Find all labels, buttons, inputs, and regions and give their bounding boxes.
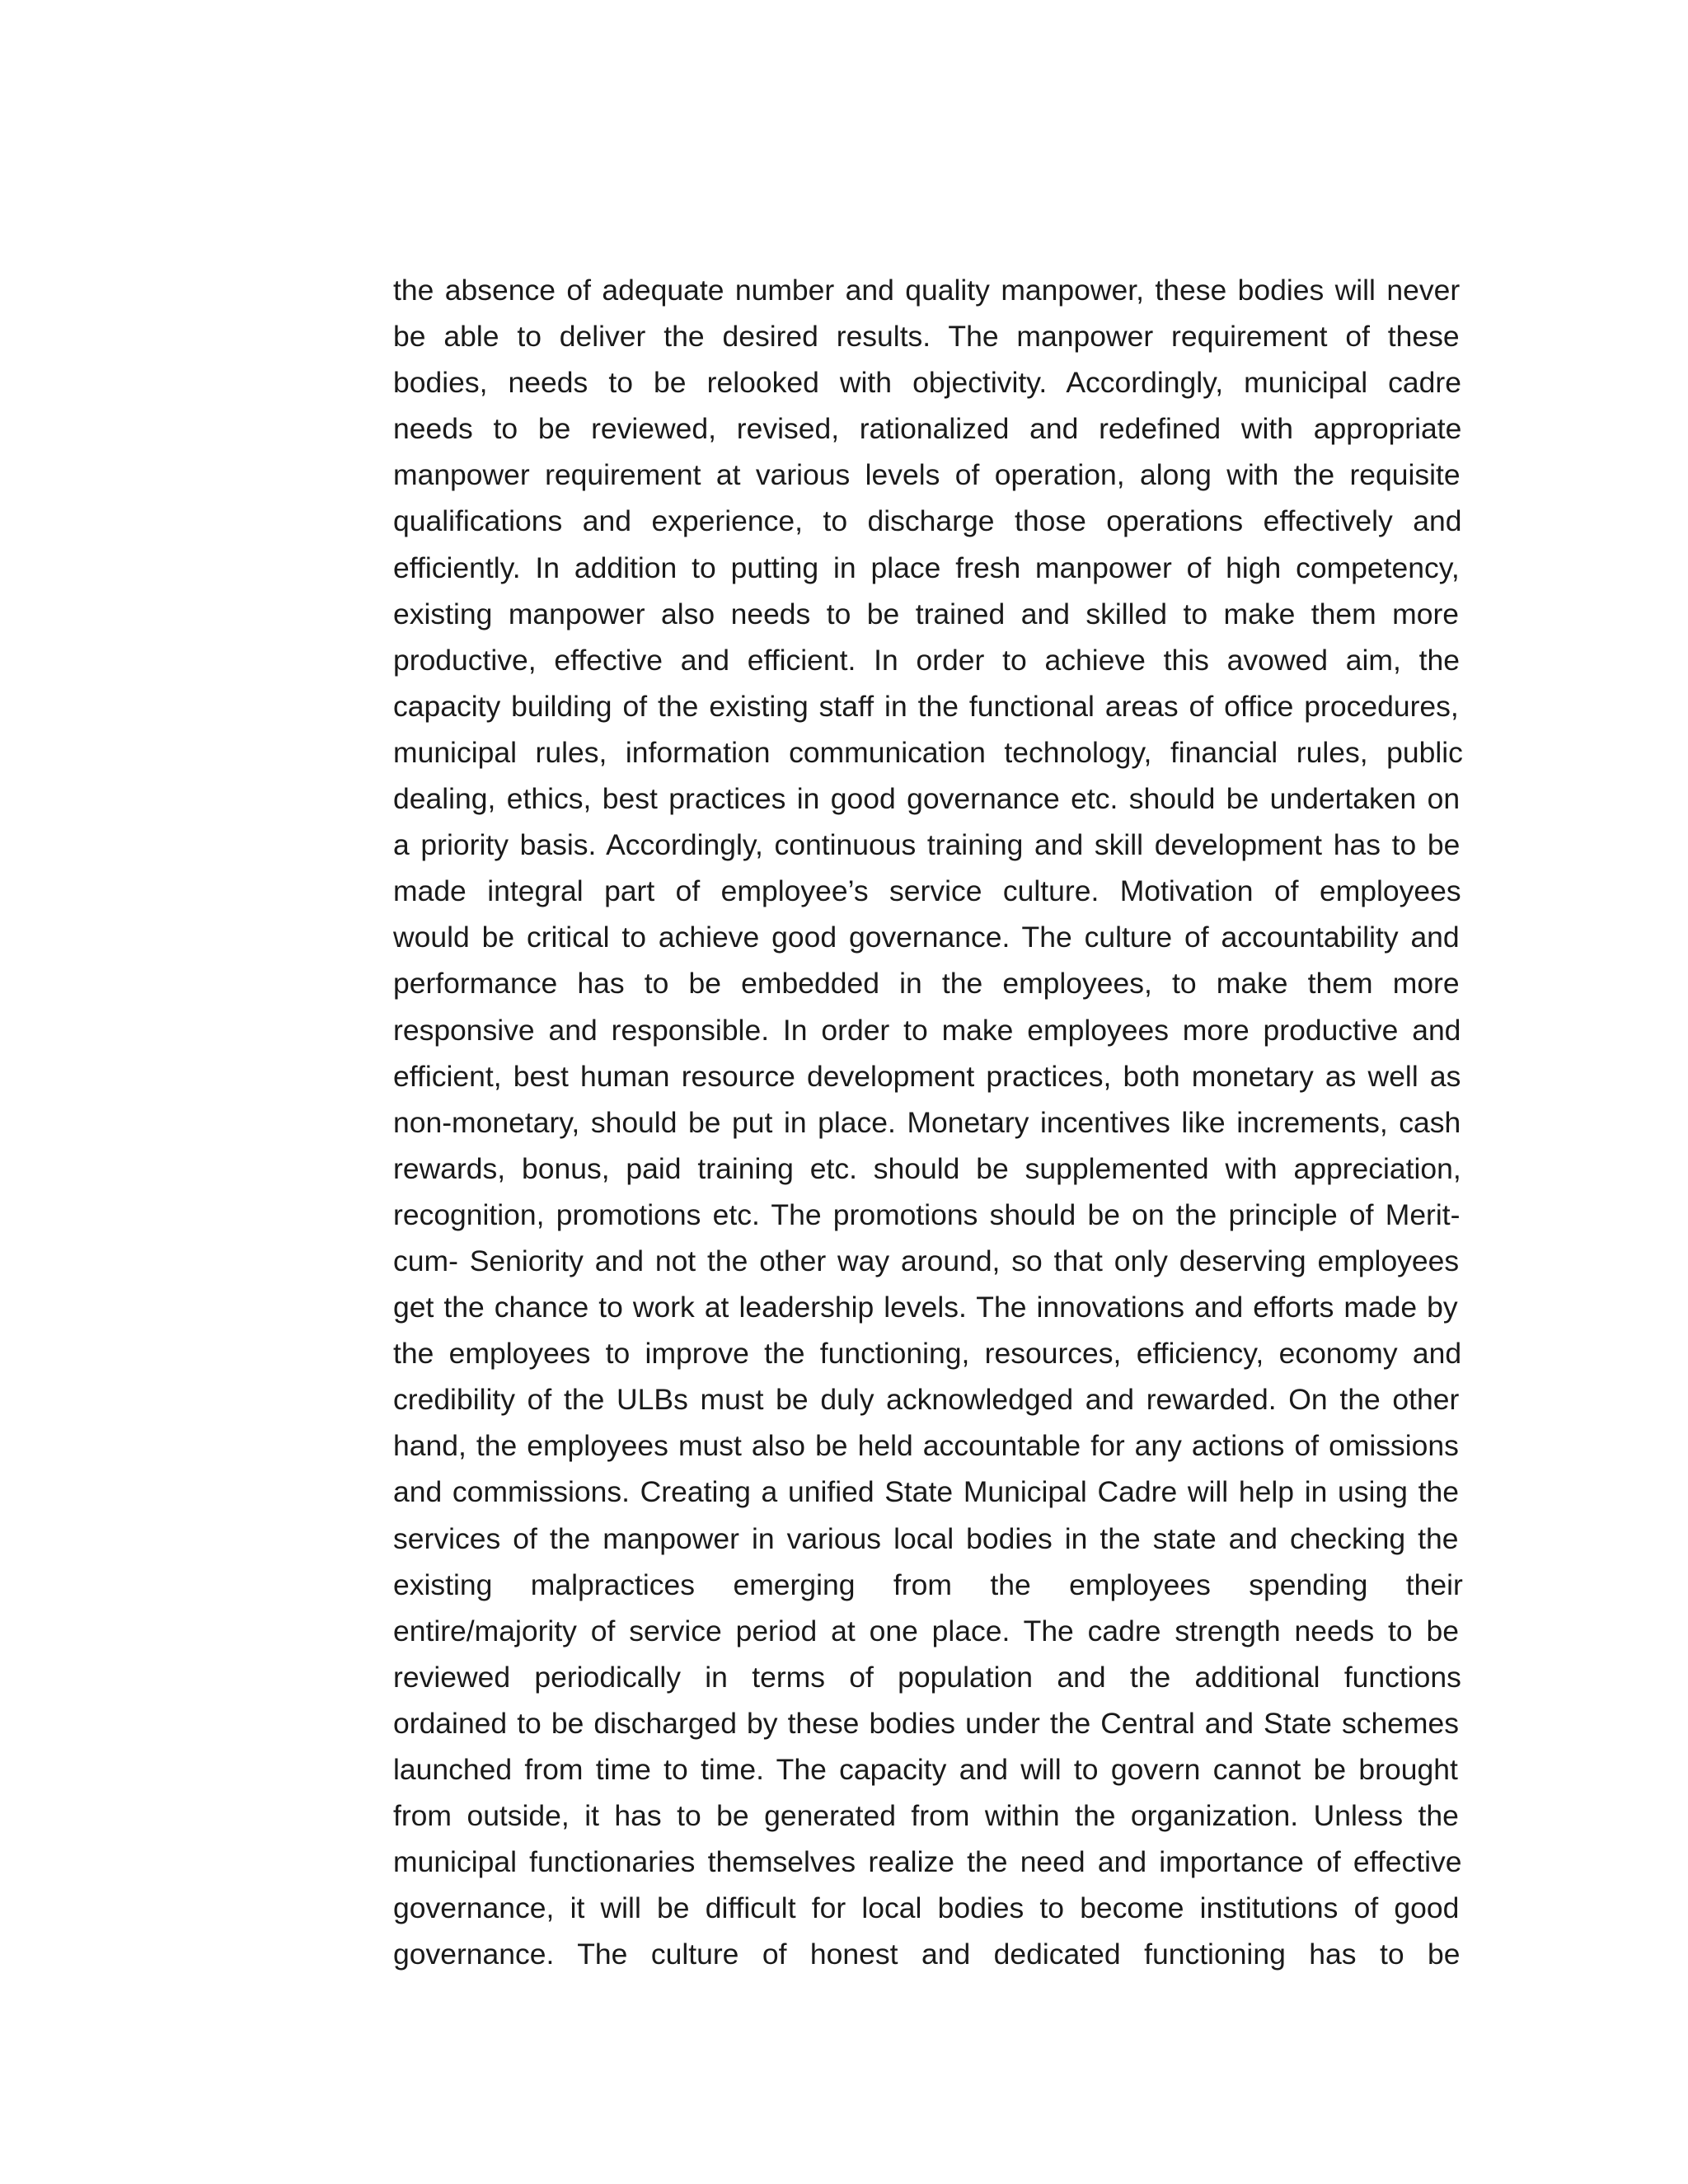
body-paragraph: [393, 267, 1469, 1977]
text-line: entire/majority of service period at one place. The cadre strength needs to be: [393, 1614, 1460, 1647]
text-line: needs to be reviewed, revised, rationalized and redefined with appropriate: [393, 412, 1462, 446]
text-line: launched from time to time. The capacity and will to govern cannot be brought: [393, 1753, 1458, 1786]
text-line: from outside, it has to be generated from within the organization. Unless the: [393, 1799, 1459, 1833]
text-line: governance, it will be difficult for local bodies to become institutions of good: [393, 1891, 1460, 1925]
text-line: efficient, best human resource development practices, both monetary as well as: [393, 1059, 1461, 1093]
text-line: reviewed periodically in terms of population and the additional functions: [393, 1660, 1461, 1694]
text-line: dealing, ethics, best practices in good governance etc. should be undertaken on: [393, 782, 1461, 816]
text-line: existing malpractices emerging from the employees spending their: [393, 1568, 1463, 1601]
text-line: non-monetary, should be put in place. Monetary incentives like increments, cash: [393, 1105, 1461, 1139]
text-line: services of the manpower in various local bodies in the state and checking the: [393, 1521, 1459, 1555]
text-line: the employees to improve the functioning, resources, efficiency, economy and: [393, 1337, 1462, 1371]
text-line: governance. The culture of honest and dedicated functioning has to be: [393, 1938, 1461, 1971]
text-line: performance has to be embedded in the employees, to make them more: [393, 967, 1460, 1001]
text-line: rewards, bonus, paid training etc. should be supplemented with appreciation,: [393, 1151, 1461, 1185]
text-line: be able to deliver the desired results. The manpower requirement of these: [393, 320, 1460, 354]
text-line: manpower requirement at various levels of operation, along with the requisite: [393, 458, 1461, 492]
text-line: capacity building of the existing staff in the functional areas of office procedures,: [393, 689, 1459, 723]
text-line: a priority basis. Accordingly, continuous training and skill development has to be: [393, 828, 1461, 862]
text-line: hand, the employees must also be held accountable for any actions of omissions: [393, 1429, 1459, 1463]
text-line: the absence of adequate number and quality manpower, these bodies will never: [393, 274, 1461, 307]
text-line: ordained to be discharged by these bodies under the Central and State schemes: [393, 1706, 1459, 1740]
text-line: and commissions. Creating a unified State Municipal Cadre will help in using the: [393, 1475, 1459, 1509]
text-line: existing manpower also needs to be trained and skilled to make them more: [393, 597, 1460, 630]
text-line: recognition, promotions etc. The promotions should be on the principle of Merit-: [393, 1197, 1461, 1231]
text-line: qualifications and experience, to discharge those operations effectively and: [393, 504, 1462, 538]
text-line: efficiently. In addition to putting in place fresh manpower of high competency,: [393, 551, 1460, 584]
text-line: municipal functionaries themselves realize the need and importance of effective: [393, 1845, 1462, 1879]
text-line: municipal rules, information communication technology, financial rules, public: [393, 735, 1463, 769]
text-line: productive, effective and efficient. In order to achieve this avowed aim, the: [393, 643, 1460, 677]
text-line: cum- Seniority and not the other way around, so that only deserving employees: [393, 1244, 1460, 1277]
text-line: would be critical to achieve good governance. The culture of accountability and: [393, 921, 1460, 954]
text-line: responsive and responsible. In order to make employees more productive and: [393, 1013, 1461, 1047]
text-line: bodies, needs to be relooked with objectivity. Accordingly, municipal cadre: [393, 366, 1461, 400]
text-line: get the chance to work at leadership levels. The innovations and efforts made by: [393, 1291, 1458, 1324]
text-line: credibility of the ULBs must be duly acknowledged and rewarded. On the other: [393, 1383, 1460, 1417]
text-line: made integral part of employee’s service culture. Motivation of employees: [393, 874, 1461, 908]
